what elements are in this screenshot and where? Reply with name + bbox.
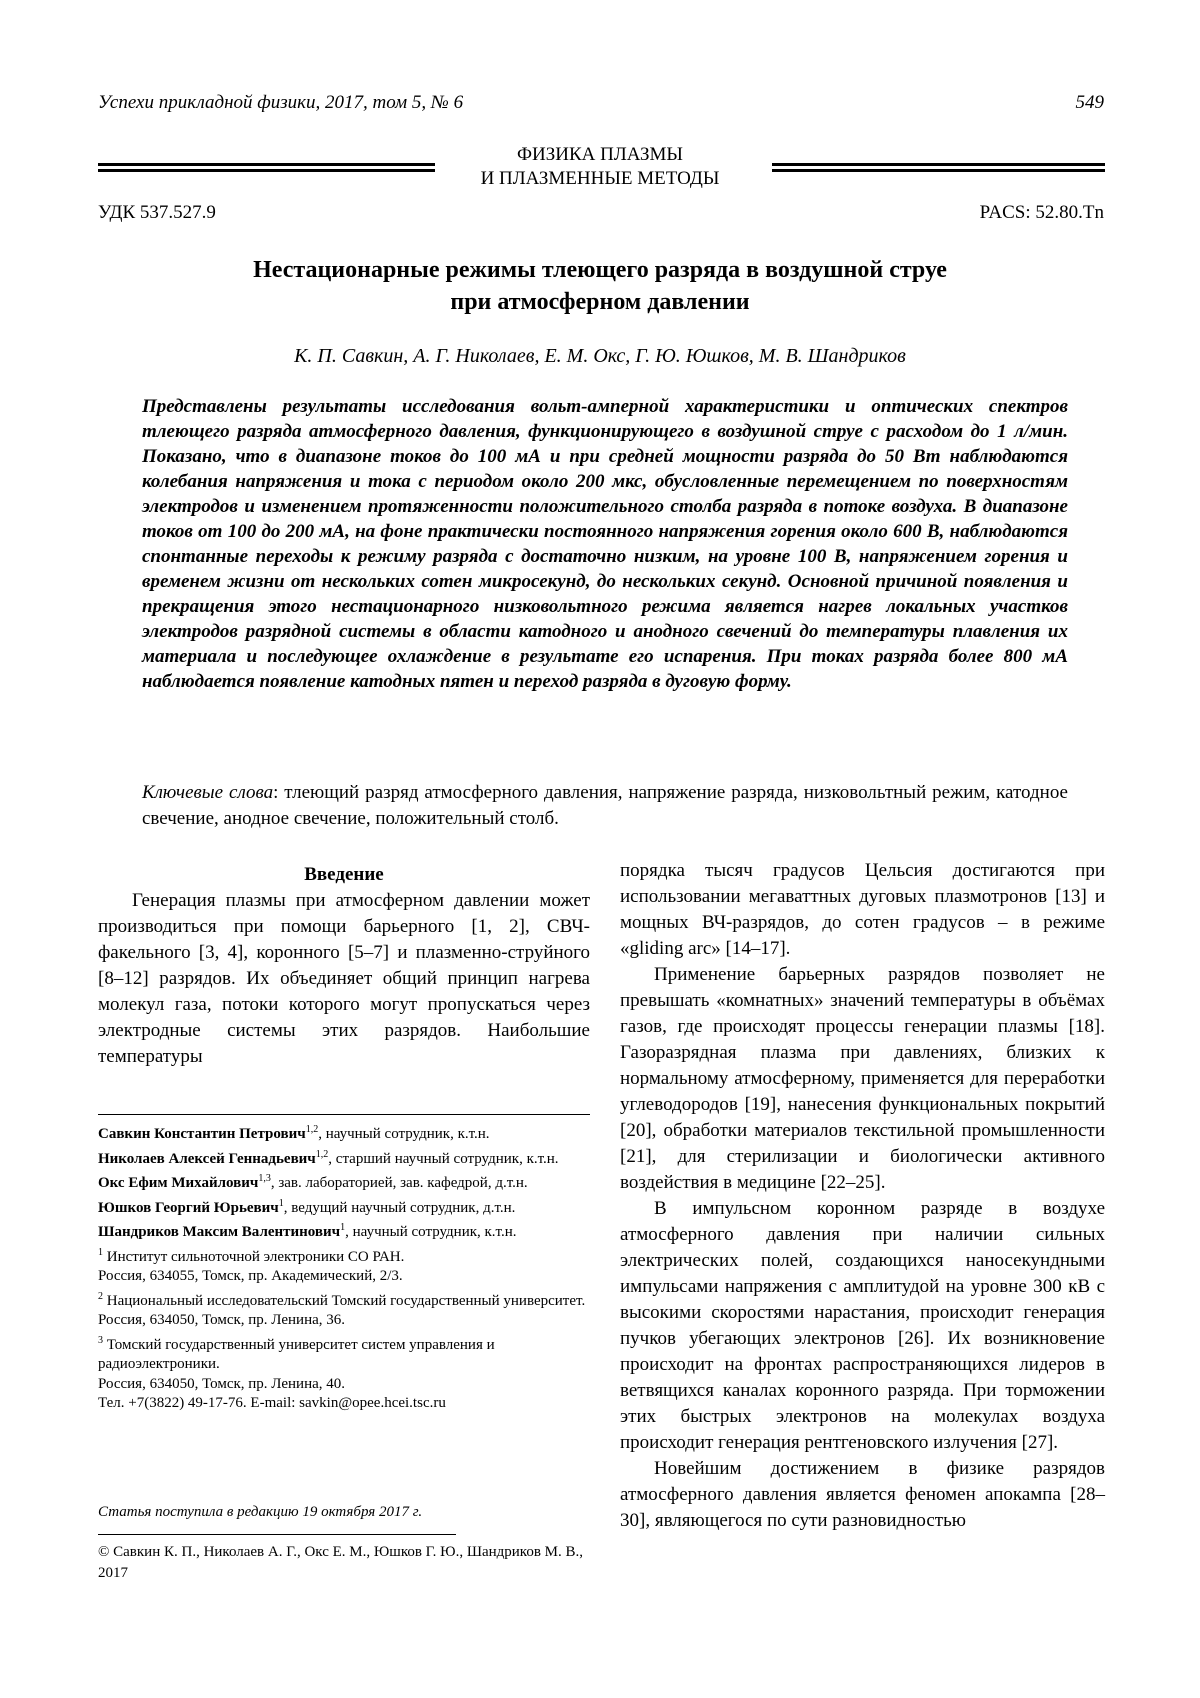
keywords-text: : тлеющий разряд атмосферного давления, напряжение разряда, низковольтный режим, катодное свечение, анодное свечение, положительный столб. (142, 782, 1068, 829)
section-rule-right (772, 163, 1105, 172)
article-title (0, 254, 1200, 318)
author-list: К. П. Савкин, А. Г. Николаев, Е. М. Окс, Г. Ю. Юшков, М. В. Шандриков (294, 345, 906, 367)
journal-citation: Успехи прикладной физики, 2017, том 5, № 6 (98, 92, 464, 113)
page-number: 549 (1075, 92, 1104, 113)
intro-paragraph: Генерация плазмы при атмосферном давлении может производиться при помощи барьерного [1, 2], СВЧ-факельного [3, 4], коронного [5–7] и плазменно-струйного [8–12] разрядов. Их объединяет общий принцип нагрева молекул газа, потоки которого могут пропускаться через электродные системы этих разрядов. Наибольшие температуры (98, 890, 590, 1067)
intro-heading: Введение (304, 864, 384, 885)
right-paragraph-1: порядка тысяч градусов Цельсия достигаются при использовании мегаваттных дуговых плазмотронов [13] и мощных ВЧ-разрядов, до сотен градусов – в режиме «gliding arc» [14–17]. (620, 860, 1105, 959)
pacs-code: PACS: 52.80.Tn (979, 202, 1104, 223)
contact-info: Тел. +7(3822) 49-17-76. E-mail: savkin@opee.hcei.tsc.ru (98, 1395, 446, 1411)
affiliation: $^2$ Национальный исследовательский Томский государственный университет. (98, 1290, 586, 1309)
right-column (620, 858, 1105, 1534)
affiliation: $^3$ Томский государственный университет систем управления и радиоэлектроники. (98, 1334, 495, 1372)
copyright: © Савкин К. П., Николаев А. Г., Окс Е. М., Юшков Г. Ю., Шандриков М. В., 2017 (98, 1544, 584, 1581)
affiliation-address: Россия, 634050, Томск, пр. Ленина, 40. (98, 1375, 346, 1392)
author-footnote: Юшков Георгий Юрьевич$^1$, ведущий научный сотрудник, д.т.н. (98, 1197, 516, 1216)
keywords-label: Ключевые слова (142, 782, 274, 803)
right-paragraph-2: Применение барьерных разрядов позволяет не превышать «комнатных» значений температуры в объёмах газов, где происходят процессы генерации плазмы [18]. Газоразрядная плазма при давлениях, близких к нормальному атмосферному, применяется для переработки углеводородов [19], нанесения функциональных покрытий [20], обработки материалов текстильной промышленности [21], для стерилизации и биологически активного воздействия в медицине [22–25]. (620, 964, 1105, 1193)
received-rule (98, 1534, 456, 1535)
classification-codes (98, 202, 1104, 224)
article-title-line1: Нестационарные режимы тлеющего разряда в воздушной струе (253, 257, 947, 283)
author-footnotes (98, 1120, 590, 1414)
section-title-line2: И ПЛАЗМЕННЫЕ МЕТОДЫ (480, 168, 720, 189)
author-footnote: Шандриков Максим Валентинович$^1$, научный сотрудник, к.т.н. (98, 1222, 517, 1240)
affiliation: $^1$ Институт сильноточной электроники СО РАН. (98, 1246, 405, 1265)
affiliation-address: Россия, 634050, Томск, пр. Ленина, 36. (98, 1312, 346, 1328)
left-column (98, 862, 590, 1070)
right-paragraph-4: Новейшим достижением в физике разрядов атмосферного давления является феномен апокампа [28–30], являющегося по сути разновидностью (620, 1458, 1105, 1531)
affiliation-address: Россия, 634055, Томск, пр. Академический, 2/3. (98, 1268, 403, 1284)
keywords (142, 780, 1068, 832)
udc-code: УДК 537.527.9 (98, 202, 216, 223)
right-paragraph-3: В импульсном коронном разряде в воздухе атмосферного давления при наличии сильных электрических полей, создающихся наносекундными импульсами напряжения с амплитудой на уровне 300 кВ с высокими скоростями нарастания, происходит генерация пучков убегающих электронов [26]. Их возникновение происходит на фронтах распространяющихся лидеров в ветвящихся каналах коронного разряда. При торможении этих быстрых электронов на молекулах воздуха происходит генерация рентгеновского излучения [27]. (620, 1198, 1105, 1453)
running-head (98, 92, 1104, 114)
author-footnote: Савкин Константин Петрович$^{1,2}$, научный сотрудник, к.т.н. (98, 1124, 490, 1142)
abstract: Представлены результаты исследования вольт-амперной характеристики и оптических спектров тлеющего разряда атмосферного давления, функционирующего в воздушной струе с расходом до 1 л/мин. Показано, что в диапазоне токов до 100 мА и при средней мощности разряда до 50 Вт наблюдаются колебания напряжения и тока с периодом около 200 мкс, обусловленные перемещением по поверхностям электродов и изменением протяженности положительного столба разряда в потоке воздуха. В диапазоне токов от 100 до 200 мА, на фоне практически постоянного напряжения горения около 600 В, наблюдаются спонтанные переходы к режиму разряда с достаточно низким, на уровне 100 В, напряжением горения и временем жизни от нескольких сотен микросекунд, до нескольких секунд. Основной причиной появления и прекращения этого нестационарного низковольтного режима является нагрев локальных участков электродов разрядной системы в области катодного и анодного свечений до температуры плавления их материала и последующее охлаждение в результате его испарения. При токах разряда более 800 мА наблюдается появление катодных пятен и переход разряда в дуговую форму. (142, 396, 1068, 692)
footnote-rule (98, 1114, 590, 1115)
article-title-line2: при атмосферном давлении (450, 289, 750, 315)
author-footnote: Николаев Алексей Геннадьевич$^{1,2}$, старший научный сотрудник, к.т.н. (98, 1148, 559, 1167)
received-date: Статья поступила в редакцию 19 октября 2017 г. (98, 1504, 423, 1520)
section-title-line1: ФИЗИКА ПЛАЗМЫ (517, 144, 683, 165)
author-footnote: Окс Ефим Михайлович$^{1,3}$, зав. лабораторией, зав. кафедрой, д.т.н. (98, 1173, 528, 1191)
